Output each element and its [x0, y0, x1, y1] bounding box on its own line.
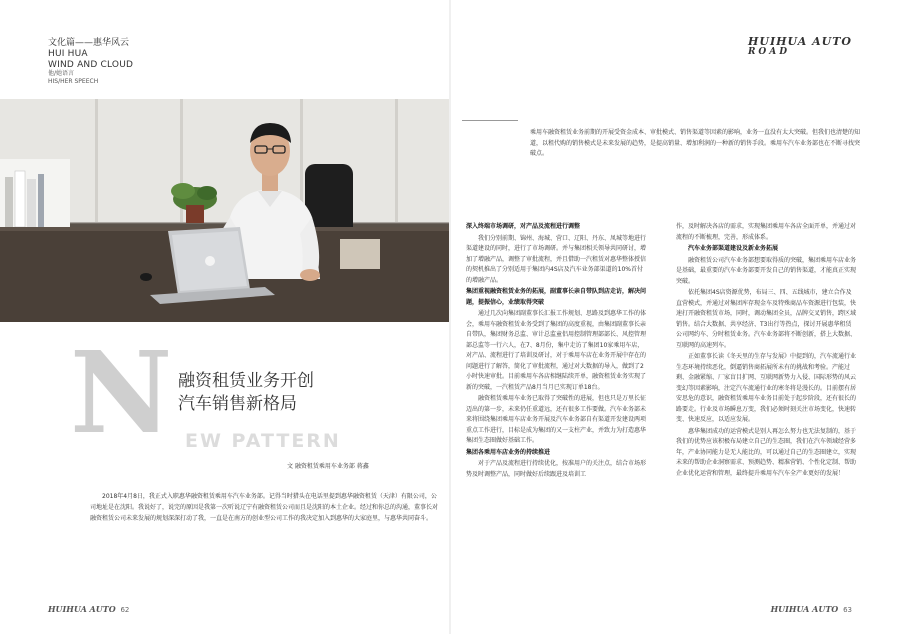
- section-header: [48, 38, 133, 85]
- author-byline: 文 融资租赁乘用车业务部 蒋鑫: [287, 463, 369, 470]
- paragraph: 依托集团4S店资源优势，布局三、四、五线城市，建立合作及直营模式，并通过对集团库存现金车及特殊商品车资源进行包装，快速打开融资租赁市场，同时，调动集团全员，品牌交叉销售，跨区域销售。结合大数据、共享经济、T3出行等热点，探讨开展惠华租赁公司网约车、分时租赁业务。汽车业务部将不断创新，搭上大数据、互联网的高速列车。: [676, 289, 857, 349]
- paragraph: 作，及时解决各店的需求，实现集团乘用车各店全面开单，并通过对流程的不断梳理，完善，形成体系。: [676, 223, 857, 241]
- subheading: 集团各乘用车店业务的持续推进: [466, 448, 551, 456]
- intro-rule-top: [462, 120, 518, 121]
- article-subtitle-en: EW PATTERN: [185, 430, 341, 452]
- office-scene-illustration: [0, 99, 449, 322]
- paragraph: 对于产品及流程进行持续优化，按准用户的关注点，结合市场形势及时调整产品，同时做好后续跟进及培训工: [466, 460, 647, 478]
- article-title: 融资租赁业务开创 汽车销售新格局: [178, 371, 314, 414]
- section-title: 文化篇——惠华风云: [48, 38, 130, 48]
- decorative-initial: N: [70, 328, 173, 459]
- subheading: 集团重视融资租赁业务的拓展，副董事长亲自带队到店走访，解决问题，提振信心，业绩取得突破: [466, 288, 647, 306]
- subheading: 汽车业务部渠道建设及新业务拓展: [688, 245, 779, 252]
- paragraph: 惠华集团成功的运营模式是别人再怎么努力也无法复制的，基于我们的优势应该积极布局建立自己的生态圈，我们在汽车领域经营多年，产业协同能力是无人能比的，可以通过自己的生态圈建立，实现未来的帮助企业洞察需求、预测趋势、精准营销、个性化定制、帮助企业优化运营和管理，最终提升乘用车汽车全产业更好的发展！: [676, 427, 857, 477]
- footer-logo: HUIHUA AUTO: [770, 604, 839, 614]
- footer-left: [48, 604, 129, 614]
- body-column-1: [466, 222, 646, 481]
- page-gutter: [449, 0, 451, 634]
- page-number: 63: [843, 606, 852, 614]
- paragraph: 通过几次向集团副董事长汇报工作规划、思路及到惠华工作的体会，乘用车融资租赁业务受到了集团的高度重视，由集团副董事长亲自带队，集团财务总监、审计总监童侣用控制管理部部长、风控管理部总监等一行六人，在7、8月份，集中走访了集团10家乘用车店，对产品、流程进行了培训及研讨，对于乘用车店在业务开展中存在的问题进行了解答，简化了审批流程，通过对大数据的导入，做到了2小时快速审批。目前乘用车各店相继陆续开单，融资租赁业务实现了新的突破，一汽租赁产品8月当月已实现订单18台。: [466, 310, 647, 391]
- paragraph: 我们分别前期、锦州、海城、营口、辽阳、丹东、凤城等地进行渠道建设的同时，进行了市场调研。并与集团相关领导共同研讨，增加了增融产品，调整了审批流程，并且借助一汽租赁对惠华整体授信的契机推出了分别适用于集团内4S店及汽车业务部渠道的10%首付的增融产品。: [466, 234, 647, 284]
- column-name-en: HIS/HER SPEECH: [48, 77, 99, 85]
- paragraph: 正如董事长读《冬天里的生存与发展》中提到的，汽车流通行业生态环境持续恶化，倒逼销售商拓展所未有的挑战和考验。产能过剩、金融紧缩、厂家盲目扩网、互联网新势力入侵、国际形势的风云变幻等因素影响，注定汽车流通行业的寒冬将是漫长的。目前摆有居安思危的意识，融资租赁乘用车业务目前处于起步阶段，还有很长的路要走。行业及市场瞬息万变，我们必须时刻关注市场变化，快速转变、快速反应，以适应发展。: [676, 353, 857, 423]
- section-title-en-2: WIND AND CLOUD: [48, 59, 134, 70]
- footer-right: [771, 604, 852, 614]
- magazine-logo: HUIHUA AUTO ROAD: [747, 35, 852, 57]
- author-photo: [0, 99, 449, 322]
- subheading: 深入终端市场调研，对产品及流程进行调整: [466, 223, 581, 230]
- paragraph: 融资租赁乘用车业务已取得了突破性的进展，但也只是万里长征迈出的第一步，未来仍任重道远，还有很多工作要做。汽车业务部未来将围绕集团乘用车店业务开展及汽车业务部自有渠道开发建设两项重点工作进行，目标是成为集团的又一支柱产业，并致力为打造惠华集团生态圈做好基础工作。: [466, 395, 647, 444]
- column-name: 他/她语言: [48, 70, 75, 78]
- body-column-2: [676, 222, 856, 480]
- page-number: 62: [120, 606, 130, 614]
- footer-logo: HUIHUA AUTO: [48, 604, 116, 614]
- paragraph: 融资租赁公司汽车业务部想要取得质的突破，集团乘用车店业务是基础，最重要的汽车业务部要开发自己的销售渠道，才能真正实现突破。: [676, 256, 857, 285]
- intro-paragraph: 乘用车融资租赁业务前期的开展受资金成本、审批模式、销售渠道等因素的影响，业务一直没有太大突破。但我们也清楚的知道，以租代购的销售模式是未来发展的趋势，是提高销量、增加利润的一种新的销售手段。乘用车汽车业务部也在不断寻找突破点。: [530, 129, 861, 157]
- left-page-body: 2018年4月8日，我正式入职惠华融资租赁乘用车汽车业务部。记得当时猎头在电话里提到惠华融资租赁（天津）有限公司，公司地址是在沈阳。我说好了，说完的原因是我第一次听说辽宁有融资租赁公司而且是沈阳的本土企业。经过和你总的沟通，董事长对融资租赁公司未来发展的规划深深打动了我，一直是在南方的创业型公司工作的我决定加入到惠华的大家庭里，与惠华共同奋斗。: [90, 493, 439, 522]
- section-title-en-1: HUI HUA: [48, 48, 88, 59]
